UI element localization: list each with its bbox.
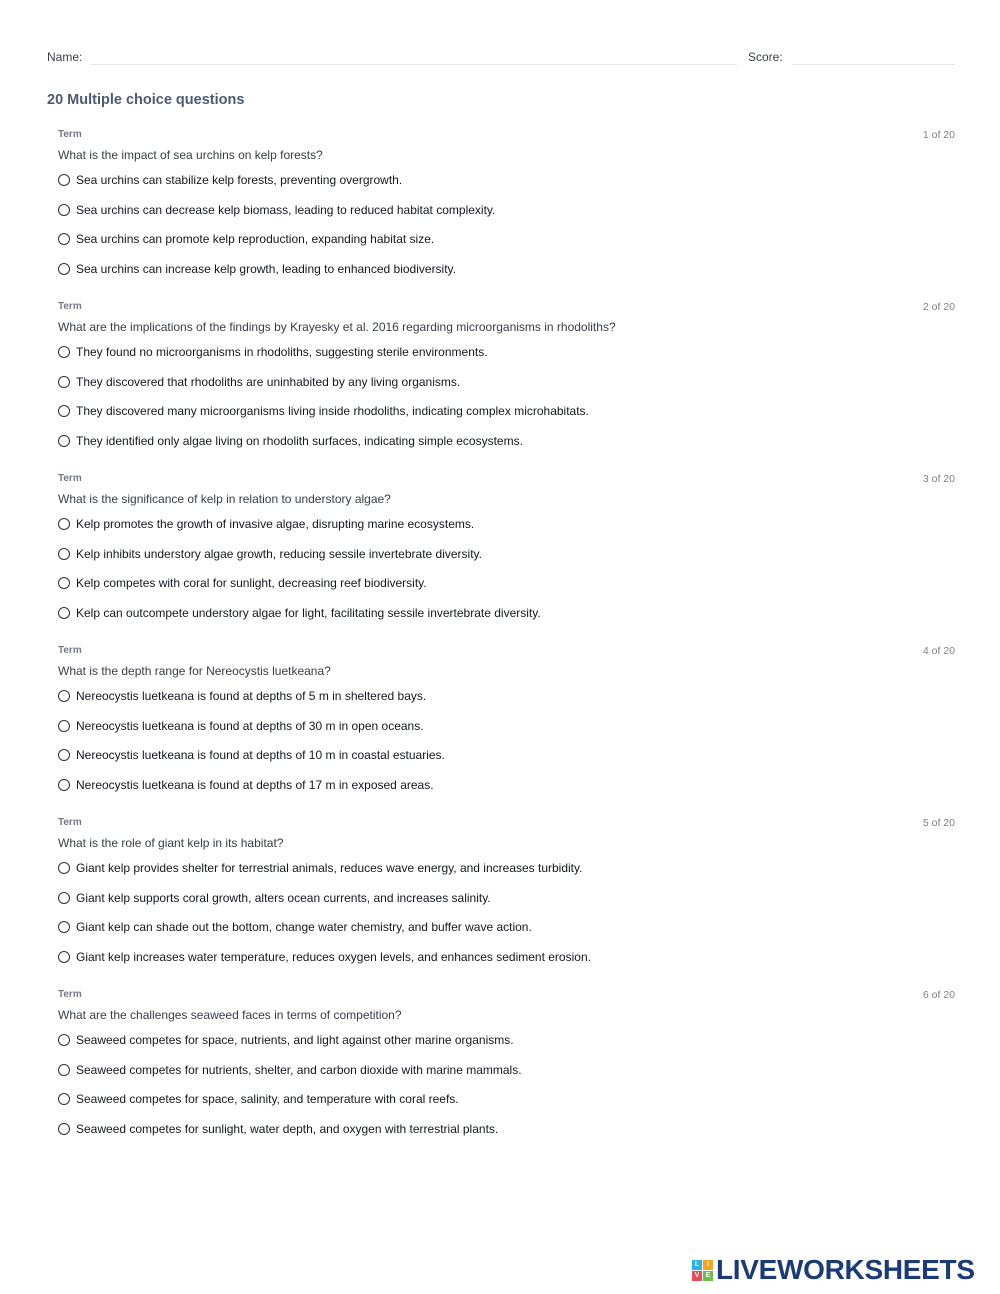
answer-option-text: Giant kelp increases water temperature, reduces oxygen levels, and enhances sediment erosion.	[76, 949, 591, 964]
answer-option[interactable]	[58, 232, 955, 262]
section-title: 20 Multiple choice questions	[47, 92, 245, 108]
answer-option[interactable]	[58, 950, 955, 980]
question-counter: 6 of 20	[922, 989, 955, 1001]
term-label: Term	[58, 473, 82, 484]
name-label: Name:	[47, 50, 83, 64]
score-label: Score:	[748, 50, 783, 64]
question-block	[58, 815, 955, 987]
answer-option-text: They discovered many microorganisms living inside rhodoliths, indicating complex microhabitats.	[76, 404, 589, 418]
answer-option[interactable]	[58, 748, 955, 778]
answer-option[interactable]	[58, 606, 955, 636]
question-header	[58, 471, 955, 487]
answer-option-text: Sea urchins can promote kelp reproduction, expanding habitat size.	[76, 232, 435, 246]
name-field[interactable]	[91, 64, 737, 65]
answer-option-text: Giant kelp supports coral growth, alters ocean currents, and increases salinity.	[76, 890, 491, 905]
answer-option-text: They found no microorganisms in rhodoliths, suggesting sterile environments.	[76, 345, 488, 359]
answer-options	[58, 173, 955, 291]
answer-option-text: Seaweed competes for space, nutrients, and light against other marine organisms.	[76, 1033, 514, 1047]
question-text: What is the significance of kelp in relation to understory algae?	[58, 492, 391, 506]
question-header	[58, 127, 955, 143]
question-list	[58, 127, 955, 1159]
radio-button-icon[interactable]	[58, 921, 70, 933]
answer-option[interactable]	[58, 547, 955, 577]
answer-option[interactable]	[58, 778, 955, 808]
answer-option-text: Seaweed competes for nutrients, shelter, and carbon dioxide with marine mammals.	[76, 1062, 522, 1077]
question-header	[58, 643, 955, 659]
radio-button-icon[interactable]	[58, 720, 70, 732]
answer-option[interactable]	[58, 891, 955, 921]
logo-text: LIVEWORKSHEETS	[716, 1254, 975, 1285]
term-label: Term	[58, 645, 82, 656]
answer-option-text: Kelp inhibits understory algae growth, reducing sessile invertebrate diversity.	[76, 546, 482, 561]
radio-button-icon[interactable]	[58, 749, 70, 761]
answer-options	[58, 1033, 955, 1151]
radio-button-icon[interactable]	[58, 862, 70, 874]
answer-option[interactable]	[58, 434, 955, 464]
answer-option[interactable]	[58, 375, 955, 405]
question-text: What are the implications of the findings by Krayesky et al. 2016 regarding microorganisms in rhodoliths?	[58, 320, 616, 334]
answer-option-text: Nereocystis luetkeana is found at depths of 17 m in exposed areas.	[76, 777, 434, 792]
answer-option[interactable]	[58, 404, 955, 434]
answer-option[interactable]	[58, 1092, 955, 1122]
radio-button-icon[interactable]	[58, 1034, 70, 1046]
radio-button-icon[interactable]	[58, 1123, 70, 1135]
answer-options	[58, 861, 955, 979]
question-counter: 1 of 20	[922, 129, 955, 141]
radio-button-icon[interactable]	[58, 174, 70, 186]
answer-option[interactable]	[58, 1122, 955, 1152]
radio-button-icon[interactable]	[58, 951, 70, 963]
answer-option[interactable]	[58, 1033, 955, 1063]
radio-button-icon[interactable]	[58, 779, 70, 791]
radio-button-icon[interactable]	[58, 435, 70, 447]
question-counter: 5 of 20	[922, 817, 955, 829]
answer-option[interactable]	[58, 576, 955, 606]
question-header	[58, 815, 955, 831]
term-label: Term	[58, 817, 82, 828]
question-counter: 3 of 20	[922, 473, 955, 485]
radio-button-icon[interactable]	[58, 1093, 70, 1105]
radio-button-icon[interactable]	[58, 204, 70, 216]
answer-option-text: Kelp promotes the growth of invasive algae, disrupting marine ecosystems.	[76, 517, 475, 531]
term-label: Term	[58, 301, 82, 312]
question-block	[58, 299, 955, 471]
term-label: Term	[58, 989, 82, 1000]
answer-option-text: They discovered that rhodoliths are uninhabited by any living organisms.	[76, 374, 461, 389]
answer-option-text: Seaweed competes for space, salinity, and temperature with coral reefs.	[76, 1092, 459, 1106]
answer-option-text: Nereocystis luetkeana is found at depths of 5 m in sheltered bays.	[76, 689, 427, 703]
question-counter: 4 of 20	[922, 645, 955, 657]
radio-button-icon[interactable]	[58, 263, 70, 275]
answer-option[interactable]	[58, 262, 955, 292]
radio-button-icon[interactable]	[58, 690, 70, 702]
answer-option[interactable]	[58, 689, 955, 719]
radio-button-icon[interactable]	[58, 346, 70, 358]
answer-option-text: Kelp competes with coral for sunlight, decreasing reef biodiversity.	[76, 576, 427, 590]
answer-options	[58, 517, 955, 635]
answer-options	[58, 345, 955, 463]
radio-button-icon[interactable]	[58, 607, 70, 619]
answer-option[interactable]	[58, 719, 955, 749]
question-block	[58, 987, 955, 1159]
radio-button-icon[interactable]	[58, 376, 70, 388]
question-block	[58, 643, 955, 815]
answer-option[interactable]	[58, 203, 955, 233]
answer-option-text: Sea urchins can increase kelp growth, leading to enhanced biodiversity.	[76, 261, 457, 276]
question-text: What are the challenges seaweed faces in terms of competition?	[58, 1008, 402, 1022]
question-text: What is the impact of sea urchins on kelp forests?	[58, 148, 323, 162]
answer-option-text: Giant kelp provides shelter for terrestrial animals, reduces wave energy, and increases turbidity.	[76, 861, 583, 875]
radio-button-icon[interactable]	[58, 1064, 70, 1076]
radio-button-icon[interactable]	[58, 405, 70, 417]
answer-option-text: Seaweed competes for sunlight, water depth, and oxygen with terrestrial plants.	[76, 1121, 499, 1136]
answer-options	[58, 689, 955, 807]
answer-option-text: Kelp can outcompete understory algae for light, facilitating sessile invertebrate diversity.	[76, 605, 541, 620]
answer-option-text: Nereocystis luetkeana is found at depths of 10 m in coastal estuaries.	[76, 748, 445, 762]
radio-button-icon[interactable]	[58, 892, 70, 904]
answer-option-text: Sea urchins can decrease kelp biomass, leading to reduced habitat complexity.	[76, 202, 496, 217]
answer-option-text: Sea urchins can stabilize kelp forests, preventing overgrowth.	[76, 173, 403, 187]
question-text: What is the role of giant kelp in its habitat?	[58, 836, 284, 850]
answer-option-text: Nereocystis luetkeana is found at depths of 30 m in open oceans.	[76, 718, 424, 733]
answer-option[interactable]	[58, 1063, 955, 1093]
answer-option-text: Giant kelp can shade out the bottom, change water chemistry, and buffer wave action.	[76, 920, 532, 934]
logo-mark-icon: L I V E	[692, 1260, 713, 1281]
answer-option[interactable]	[58, 861, 955, 891]
radio-button-icon[interactable]	[58, 548, 70, 560]
radio-button-icon[interactable]	[58, 577, 70, 589]
question-block	[58, 127, 955, 299]
question-text: What is the depth range for Nereocystis luetkeana?	[58, 664, 331, 678]
radio-button-icon[interactable]	[58, 518, 70, 530]
question-header	[58, 299, 955, 315]
answer-option[interactable]	[58, 173, 955, 203]
liveworksheets-logo	[692, 1256, 975, 1284]
score-field[interactable]	[793, 64, 955, 65]
header	[47, 48, 955, 66]
question-counter: 2 of 20	[922, 301, 955, 313]
answer-option[interactable]	[58, 517, 955, 547]
answer-option-text: They identified only algae living on rhodolith surfaces, indicating simple ecosystems.	[76, 433, 523, 448]
radio-button-icon[interactable]	[58, 233, 70, 245]
answer-option[interactable]	[58, 920, 955, 950]
question-header	[58, 987, 955, 1003]
answer-option[interactable]	[58, 345, 955, 375]
term-label: Term	[58, 129, 82, 140]
question-block	[58, 471, 955, 643]
